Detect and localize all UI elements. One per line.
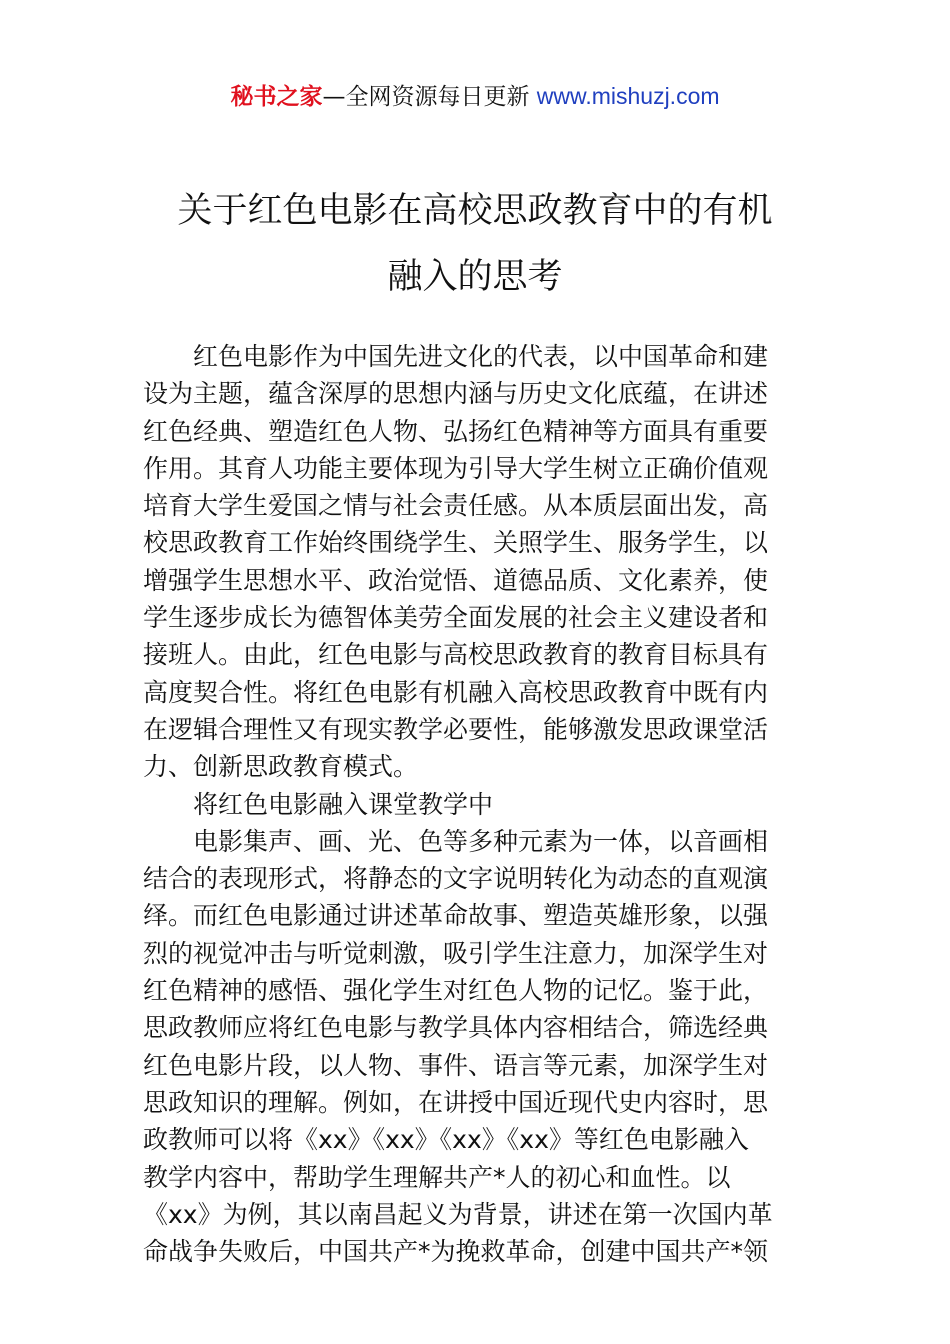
- document-title-line-1: 关于红色电影在高校思政教育中的有机: [177, 191, 773, 231]
- site-brand: 秘书之家: [230, 84, 323, 110]
- document-title-line-2: 融入的思考: [387, 257, 563, 297]
- paragraph-intro: 红色电影作为中国先进文化的代表，以中国革命和建 设为主题，蕴含深厚的思想内涵与历史文化底蕴，在讲述 红色经典、塑造红色人物、弘扬红色精神等方面具有重要 作用。其育人功能主要体现为引导大学生树立正确价值观 培育大学生爱国之情与社会责任感。从本质层面出发，高 校思政教育工作始终围绕学生、关照学生、服务学生，以 增强学生思想水平、政治觉悟、道德品质、文化素养，使 学生逐步成长为德智体美劳全面发展的社会主义建设者和 接班人。由此，红色电影与高校思政教育的教育目标具有 高度契合性。将红色电影有机融入高校思政教育中既有内 在逻辑合理性又有现实教学必要性，能够激发思政课堂活 力、创新思政教育模式。: [143, 342, 769, 782]
- paragraph-classroom: 电影集声、画、光、色等多种元素为一体，以音画相 结合的表现形式，将静态的文字说明转化为动态的直观演 绎。而红色电影通过讲述革命故事、塑造英雄形象，以强 烈的视觉冲击与听觉刺激，吸引学生注意力，加深学生对 红色精神的感悟、强化学生对红色人物的记忆。鉴于此， 思政教师应将红色电影与教学具体内容相结合，筛选经典 红色电影片段，以人物、事件、语言等元素，加深学生对 思政知识的理解。例如，在讲授中国近现代史内容时，思 政教师可以将《xx》《xx》《xx》《xx》等红色电影融入 教学内容中，帮助学生理解共产*人的初心和血性。以 《xx》为例，其以南昌起义为背景，讲述在第一次国内革 命战争失败后，中国共产*为挽救革命，创建中国共产*领: [143, 826, 773, 1267]
- site-tagline: —全网资源每日更新: [322, 84, 530, 110]
- document-body: [143, 338, 807, 1270]
- site-header: [0, 80, 950, 113]
- site-url-link[interactable]: www.mishuzj.com: [536, 83, 720, 109]
- section-heading: 将红色电影融入课堂教学中: [193, 789, 494, 819]
- document-title: [0, 178, 950, 310]
